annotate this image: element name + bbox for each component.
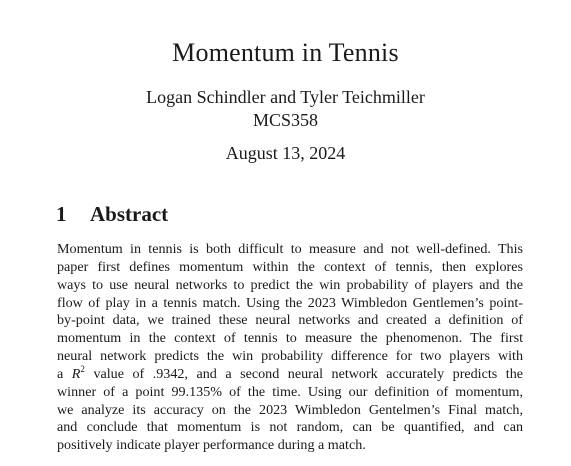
abstract-line: paper first defines momentum within the context of tennis, then explores: [57, 258, 523, 275]
abstract-line: winner of a point 99.135% of the time. Using our definition of momentum,: [57, 383, 523, 400]
r-squared-symbol: [71, 363, 85, 382]
abstract-line-suffix: value of .9342, and a second neural network accurately predicts the: [93, 365, 523, 382]
abstract-line: ways to use neural networks to predict the win probability of players and the: [57, 276, 523, 293]
paper-date: August 13, 2024: [225, 143, 346, 163]
math-exponent: 2: [80, 363, 85, 374]
math-symbol-r: R: [71, 365, 81, 382]
paper-title: Momentum in Tennis: [172, 38, 399, 67]
section-number: 1: [56, 202, 67, 226]
paper-authors: Logan Schindler and Tyler Teichmiller: [146, 87, 425, 107]
abstract-line: by-point data, we trained these neural networks and created a definition of: [57, 312, 523, 329]
abstract-line-r-squared: [57, 363, 523, 384]
course-code: MCS358: [252, 110, 319, 130]
abstract-paragraph: [57, 241, 523, 455]
abstract-line: we analyze its accuracy on the 2023 Wimbledon Gentelmen’s Final match,: [57, 401, 523, 418]
abstract-line: and conclude that momentum is not random, can be quantified, and can: [57, 419, 523, 436]
abstract-line: Momentum in tennis is both difficult to measure and not well-defined. This: [57, 241, 523, 257]
abstract-line-last: positively indicate player performance during a match.: [57, 437, 366, 454]
abstract-line: flow of play in a tennis match. Using the 2023 Wimbledon Gentlemen’s point-: [57, 294, 523, 311]
abstract-line: neural network predicts the win probability difference for two players with: [57, 348, 523, 365]
abstract-line-prefix: a: [57, 365, 64, 382]
abstract-line: momentum in the context of tennis to measure the phenomenon. The first: [57, 330, 523, 347]
section-heading-abstract: [56, 202, 168, 227]
section-title: Abstract: [90, 202, 169, 226]
